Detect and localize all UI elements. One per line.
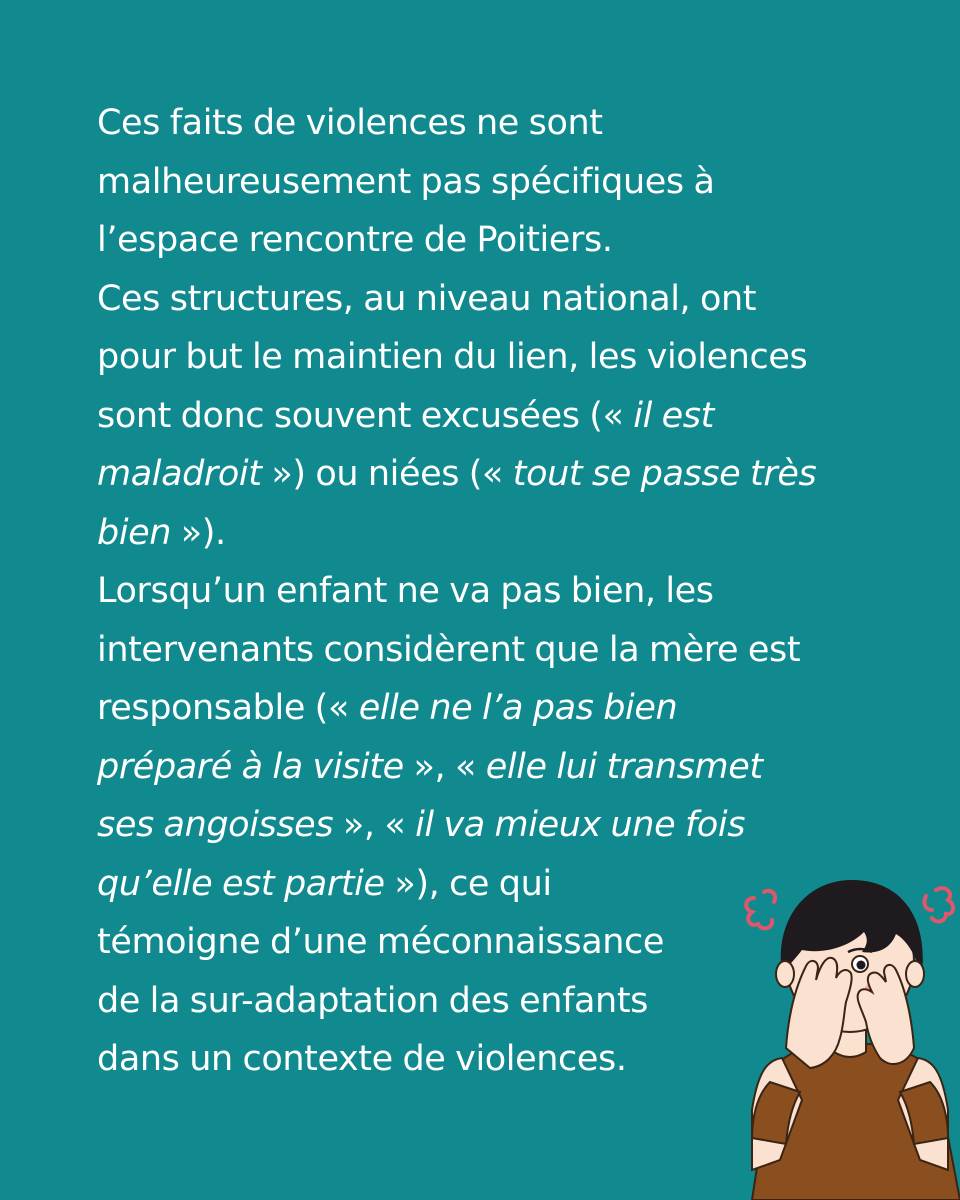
anger-mark-right (932, 888, 953, 921)
text-line: maladroit ») ou niées (« tout se passe très (97, 454, 817, 494)
child-hiding-face-icon (740, 870, 960, 1200)
text-line: témoigne d’une méconnaissance (97, 922, 665, 962)
text-line: pour but le maintien du lien, les violences (97, 337, 808, 377)
text-line: Lorsqu’un enfant ne va pas bien, les (97, 571, 714, 611)
text-line: de la sur-adaptation des enfants (97, 980, 648, 1021)
text-line: dans un contexte de violences. (97, 1039, 627, 1079)
text-line: intervenants considèrent que la mère est (97, 629, 801, 670)
anger-mark-left (746, 898, 772, 928)
text-line: Ces structures, au niveau national, ont (97, 278, 757, 319)
text-line: bien »). (97, 512, 226, 553)
text-line: responsable (« elle ne l’a pas bien (97, 688, 678, 728)
text-line: qu’elle est partie »), ce qui (97, 863, 552, 904)
text-line: préparé à la visite », « elle lui transmet (97, 746, 763, 787)
text-line: ses angoisses », « il va mieux une fois (97, 805, 746, 845)
text-line: Ces faits de violences ne sont (97, 103, 603, 143)
text-line: sont donc souvent excusées (« il est (97, 395, 714, 436)
text-line: malheureusement pas spécifiques à (97, 161, 715, 202)
text-line: l’espace rencontre de Poitiers. (97, 220, 613, 260)
